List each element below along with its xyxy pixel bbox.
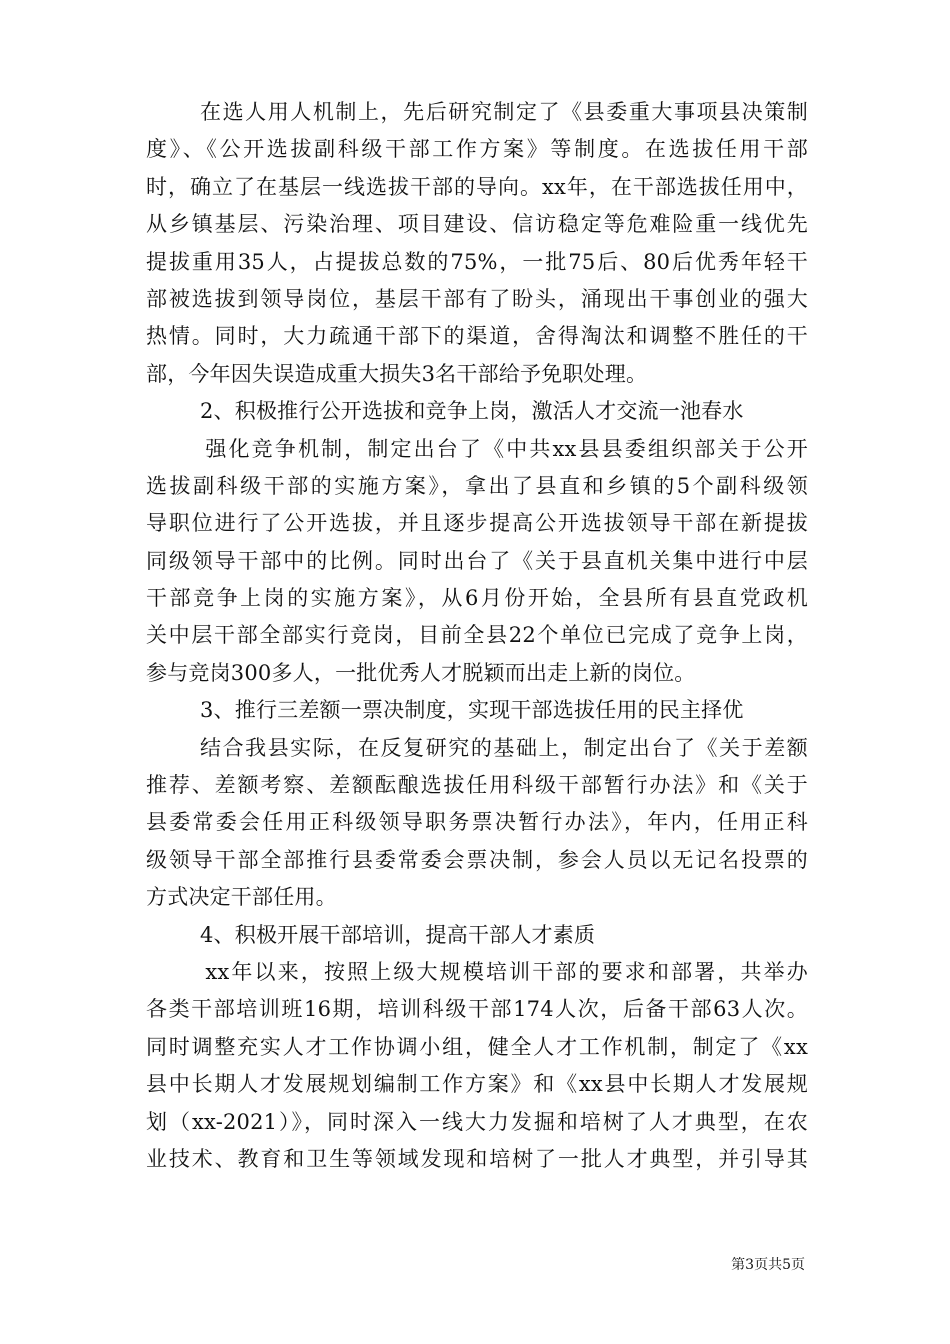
text-line: 同时调整充实人才工作协调小组，健全人才工作机制，制定了《xx: [146, 1034, 808, 1059]
text-line: 度》、《公开选拔副科级干部工作方案》等制度。在选拔任用干部: [146, 137, 808, 162]
text-line: xx年以来，按照上级大规模培训干部的要求和部署，共举办: [205, 959, 808, 984]
text-line: 关中层干部全部实行竞岗，目前全县22个单位已完成了竞争上岗，: [146, 623, 808, 648]
text-line: 导职位进行了公开选拔，并且逐步提高公开选拔领导干部在新提拔: [146, 511, 808, 536]
text-line: 从乡镇基层、污染治理、项目建设、信访稳定等危难险重一线优先: [146, 212, 808, 237]
text-line: 推荐、差额考察、差额酝酿选拔任用科级干部暂行办法》和《关于: [146, 773, 808, 798]
text-line: 提拔重用35人，占提拔总数的75%，一批75后、80后优秀年轻干: [146, 249, 808, 274]
text-line: 级领导干部全部推行县委常委会票决制，参会人员以无记名投票的: [146, 847, 808, 872]
text-line: 4、积极开展干部培训，提高干部人才素质: [200, 922, 596, 947]
text-line: 2、积极推行公开选拔和竞争上岗，激活人才交流一池春水: [200, 399, 744, 424]
text-line: 3、推行三差额一票决制度，实现干部选拔任用的民主择优: [200, 698, 744, 723]
text-line: 各类干部培训班16期，培训科级干部174人次，后备干部63人次。: [146, 997, 808, 1022]
text-line: 方式决定干部任用。: [146, 885, 337, 910]
page-number: 第3页共5页: [731, 1257, 805, 1273]
text-line: 部被选拔到领导岗位，基层干部有了盼头，涌现出干事创业的强大: [146, 286, 808, 311]
document-body: [146, 94, 808, 1178]
text-line: 选拔副科级干部的实施方案》，拿出了县直和乡镇的5个副科级领: [146, 473, 808, 498]
text-line: 县中长期人才发展规划编制工作方案》和《xx县中长期人才发展规: [146, 1072, 808, 1097]
text-line: 热情。同时，大力疏通干部下的渠道，舍得淘汰和调整不胜任的干: [146, 324, 808, 349]
text-line: 划（xx-2021）》，同时深入一线大力发掘和培树了人才典型，在农: [146, 1109, 808, 1134]
text-line: 在选人用人机制上，先后研究制定了《县委重大事项县决策制: [200, 100, 808, 124]
text-line: 强化竞争机制，制定出台了《中共xx县县委组织部关于公开: [205, 436, 808, 461]
text-line: 业技术、教育和卫生等领域发现和培树了一批人才典型，并引导其: [146, 1146, 808, 1171]
text-line: 参与竞岗300多人，一批优秀人才脱颖而出走上新的岗位。: [146, 660, 696, 685]
text-line: 结合我县实际，在反复研究的基础上，制定出台了《关于差额: [200, 735, 808, 760]
text-line: 部，今年因失误造成重大损失3名干部给予免职处理。: [146, 361, 648, 386]
text-line: 干部竞争上岗的实施方案》，从6月份开始，全县所有县直党政机: [146, 586, 808, 611]
text-line: 时，确立了在基层一线选拔干部的导向。xx年，在干部选拔任用中，: [146, 174, 808, 199]
text-line: 同级领导干部中的比例。同时出台了《关于县直机关集中进行中层: [146, 548, 808, 573]
text-line: 县委常委会任用正科级领导职务票决暂行办法》，年内，任用正科: [146, 810, 808, 835]
